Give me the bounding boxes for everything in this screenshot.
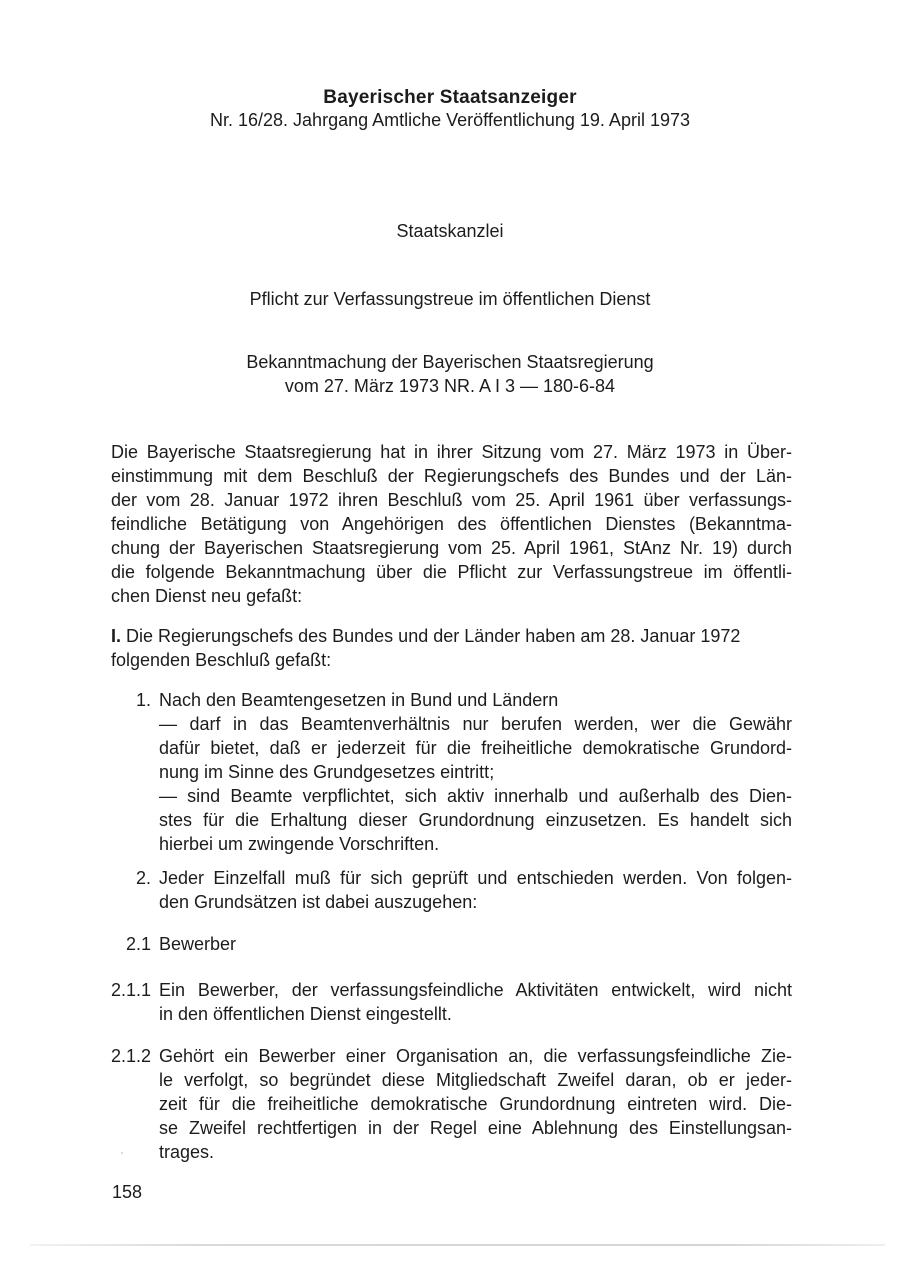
item-text <box>159 932 792 956</box>
item-line: Nach den Beamtengesetzen in Bund und Ländern <box>159 690 559 710</box>
item-number: 2.1.2 <box>110 1046 151 1066</box>
scan-speck <box>121 1152 123 1154</box>
item-number: 2. <box>135 868 151 888</box>
announcement-line-1: Bekanntmachung der Bayerischen Staatsregierung <box>246 352 654 372</box>
subject-heading: Pflicht zur Verfassungstreue im öffentlichen Dienst <box>249 289 651 309</box>
item-line: den Grundsätzen ist dabei auszugehen: <box>159 892 478 912</box>
item-line: stes für die Erhaltung dieser Grundordnung einzusetzen. Es handelt sich <box>159 810 792 830</box>
item-line: zeit für die freiheitliche demokratische Grundordnung eintreten wird. Die- <box>159 1094 792 1114</box>
item-line: Bewerber <box>159 934 237 954</box>
item-line: nung im Sinne des Grundgesetzes eintritt; <box>159 762 495 782</box>
item-text <box>159 866 792 914</box>
authority-heading: Staatskanzlei <box>396 221 504 241</box>
intro-line: Die Bayerische Staatsregierung hat in ihrer Sitzung vom 27. März 1973 in Über- <box>111 442 792 462</box>
item-text <box>159 688 792 856</box>
item-line: le verfolgt, so begründet diese Mitgliedschaft Zweifel daran, ob er jeder- <box>159 1070 792 1090</box>
item-line: Ein Bewerber, der verfassungsfeindliche Aktivitäten entwickelt, wird nicht <box>159 980 792 1000</box>
section-one-paragraph <box>111 624 792 672</box>
item-line: dafür bietet, daß er jederzeit für die freiheitliche demokratische Grundord- <box>159 738 792 758</box>
intro-line: der vom 28. Januar 1972 ihren Beschluß vom 25. April 1961 über verfassungs- <box>111 490 792 510</box>
page-number: 158 <box>112 1182 143 1202</box>
section-one-line-1 <box>111 624 792 648</box>
item-line: Gehört ein Bewerber einer Organisation an, die verfassungsfeindliche Zie- <box>159 1046 792 1066</box>
section-one-line-2: folgenden Beschluß gefaßt: <box>111 650 332 670</box>
item-number: 2.1 <box>125 934 151 954</box>
intro-line: die folgende Bekanntmachung über die Pflicht zur Verfassungstreue im öffentli- <box>111 562 792 582</box>
intro-line: feindliche Betätigung von Angehörigen des öffentlichen Dienstes (Bekanntma- <box>111 514 792 534</box>
announcement-line-2: vom 27. März 1973 NR. A I 3 — 180-6-84 <box>284 376 616 396</box>
scan-edge-divider <box>30 1244 885 1246</box>
item-line: hierbei um zwingende Vorschriften. <box>159 834 440 854</box>
publication-issue-line: Nr. 16/28. Jahrgang Amtliche Veröffentlichung 19. April 1973 <box>210 110 690 130</box>
item-number: 1. <box>135 690 151 710</box>
list-item <box>106 978 792 1026</box>
item-line: trages. <box>159 1142 215 1162</box>
list-item <box>106 866 792 914</box>
intro-line: chen Dienst neu gefaßt: <box>111 586 303 606</box>
section-roman-numeral: I. <box>111 626 122 646</box>
item-number: 2.1.1 <box>110 980 151 1000</box>
list-item <box>106 1044 792 1164</box>
item-text <box>159 1044 792 1164</box>
item-text <box>159 978 792 1026</box>
item-line: — darf in das Beamtenverhältnis nur berufen werden, wer die Gewähr <box>159 714 792 734</box>
list-item <box>106 932 792 956</box>
intro-line: chung der Bayerischen Staatsregierung vom 25. April 1961, StAnz Nr. 19) durch <box>111 538 792 558</box>
list-item <box>106 688 792 856</box>
section-one-text: Die Regierungschefs des Bundes und der Länder haben am 28. Januar 1972 <box>121 626 741 646</box>
item-line: — sind Beamte verpflichtet, sich aktiv innerhalb und außerhalb des Dien- <box>159 786 792 806</box>
intro-line: einstimmung mit dem Beschluß der Regierungschefs des Bundes und der Län- <box>111 466 792 486</box>
publication-title: Bayerischer Staatsanzeiger <box>323 87 577 108</box>
intro-paragraph <box>111 440 792 608</box>
item-line: Jeder Einzelfall muß für sich geprüft und entschieden werden. Von folgen- <box>159 868 792 888</box>
item-line: se Zweifel rechtfertigen in der Regel eine Ablehnung des Einstellungsan- <box>159 1118 792 1138</box>
item-line: in den öffentlichen Dienst eingestellt. <box>159 1004 452 1024</box>
